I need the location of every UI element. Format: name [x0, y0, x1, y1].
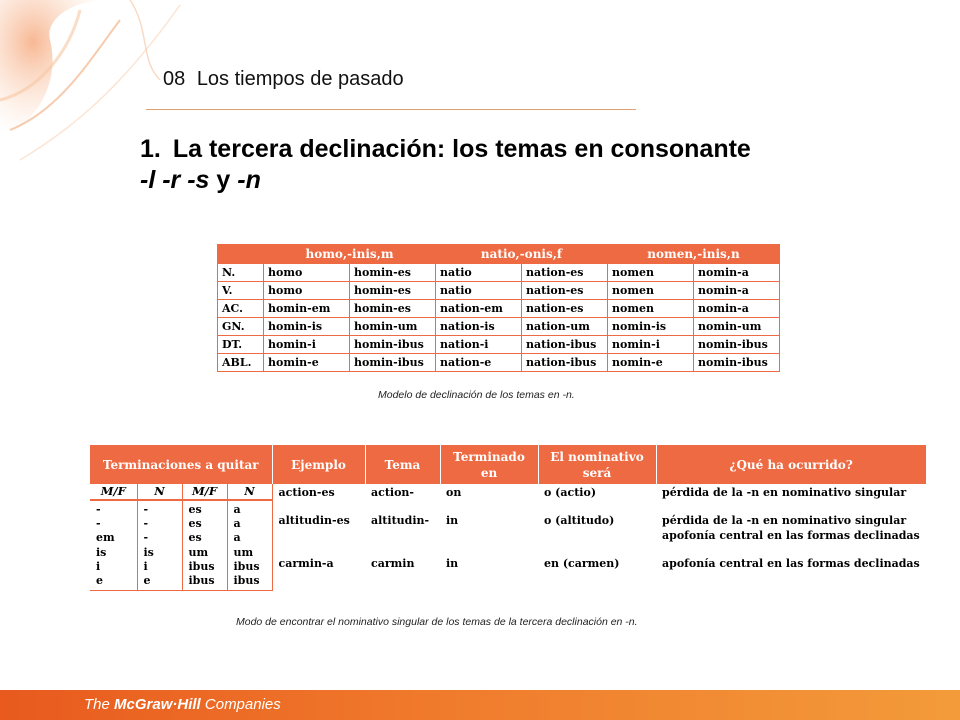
- nominativo-column: [538, 484, 656, 591]
- nominative-post: ): [609, 514, 615, 528]
- endings-column-mf-1: [90, 500, 137, 591]
- declension-table-caption: Modelo de declinación de los temas en -n.: [378, 389, 575, 401]
- ending-item: e: [96, 574, 103, 588]
- ending-item: es: [188, 531, 202, 545]
- declension-row: [218, 336, 780, 354]
- header-tema: Tema: [365, 445, 440, 484]
- case-label: ABL.: [218, 354, 264, 372]
- declension-cell: homin-es: [350, 282, 436, 300]
- declension-row: [218, 354, 780, 372]
- nominative-pre: o (altitud: [544, 514, 602, 528]
- declension-cell: homo: [264, 264, 350, 282]
- nominative-post: ): [614, 556, 620, 570]
- endings-column-mf-2: [182, 500, 227, 591]
- declension-cell: nation-i: [436, 336, 522, 354]
- declension-cell: homin-em: [264, 300, 350, 318]
- declension-cell: nomin-e: [608, 354, 694, 372]
- ending-item: ibus: [233, 559, 260, 573]
- declension-cell: nation-um: [522, 318, 608, 336]
- example-nominativo: [544, 486, 650, 514]
- declension-cell: homin-es: [350, 300, 436, 318]
- title-ending-n: -n: [237, 166, 261, 194]
- subheader-n-2: N: [227, 484, 272, 500]
- declension-cell: homin-e: [264, 354, 350, 372]
- subheader-mf-2: M/F: [182, 484, 227, 500]
- nominative-pre: en (carm: [544, 556, 600, 570]
- logo-the: The: [84, 696, 110, 713]
- declension-cell: homo: [264, 282, 350, 300]
- ending-item: a: [233, 503, 241, 516]
- declension-cell: nomin-a: [694, 264, 780, 282]
- declension-header-row: [218, 245, 780, 264]
- header-ejemplo: Ejemplo: [272, 445, 365, 484]
- declension-header-nomen: nomen,-inis,n: [608, 245, 780, 264]
- declension-cell: natio: [436, 282, 522, 300]
- section-title: [140, 134, 920, 196]
- declension-cell: nomen: [608, 300, 694, 318]
- ending-item: -: [143, 531, 149, 545]
- ocurrido-line: apofonía central en las formas declinadas: [662, 556, 920, 570]
- declension-row: [218, 318, 780, 336]
- declension-cell: nomin-um: [694, 318, 780, 336]
- example-ocurrido: [662, 486, 920, 514]
- declension-cell: nation-e: [436, 354, 522, 372]
- nominative-pre: o (acti: [544, 486, 584, 499]
- case-label: GN.: [218, 318, 264, 336]
- terminado-column: [440, 484, 538, 591]
- nominative-table: [90, 445, 926, 591]
- declension-cell: natio: [436, 264, 522, 282]
- ending-item: -: [96, 503, 101, 516]
- header-terminado: Terminado en: [440, 445, 538, 484]
- endings-column-n-1: [137, 500, 182, 591]
- declension-cell: nation-es: [522, 300, 608, 318]
- example-terminado: in: [446, 514, 459, 528]
- nominative-bold: o: [583, 486, 591, 499]
- nominative-table-caption: Modo de encontrar el nominativo singular de los temas de la tercera declinación en -n.: [236, 616, 638, 628]
- logo-mcgraw-hill: McGraw·Hill: [114, 696, 201, 713]
- example-ejemplo: altitudin-es: [278, 514, 350, 528]
- ending-item: -: [96, 517, 101, 531]
- ending-item: es: [188, 517, 202, 531]
- section-number: 1.: [140, 135, 161, 163]
- ending-item: is: [96, 545, 107, 559]
- ocurrido-column: [656, 484, 926, 591]
- ending-item: -: [143, 517, 149, 531]
- nominative-subheader-row: [90, 484, 926, 500]
- example-tema: action-: [371, 486, 414, 499]
- chapter-title: Los tiempos de pasado: [196, 68, 404, 90]
- declension-table: [217, 244, 780, 372]
- example-terminado: on: [446, 486, 462, 499]
- case-label: N.: [218, 264, 264, 282]
- declension-cell: nomin-ibus: [694, 354, 780, 372]
- ending-item: -: [143, 503, 149, 516]
- declension-cell: nation-ibus: [522, 336, 608, 354]
- ending-item: ibus: [188, 574, 215, 588]
- ending-item: a: [233, 531, 241, 545]
- case-label: V.: [218, 282, 264, 300]
- header-nominativo: El nominativo será: [538, 445, 656, 484]
- header-divider: [146, 109, 636, 110]
- ending-item: is: [143, 545, 154, 559]
- ending-item: a: [233, 517, 241, 531]
- declension-cell: nation-em: [436, 300, 522, 318]
- declension-cell: nomin-a: [694, 300, 780, 318]
- section-title-line1: La tercera declinación: los temas en consonante: [172, 135, 751, 163]
- ocurrido-line: pérdida de la -n en nominativo singular: [662, 486, 907, 499]
- subheader-mf-1: M/F: [90, 484, 137, 500]
- nominative-bold: en: [599, 556, 615, 570]
- title-conjunction: y: [216, 166, 231, 194]
- declension-cell: homin-um: [350, 318, 436, 336]
- case-label: AC.: [218, 300, 264, 318]
- example-nominativo: [544, 514, 650, 557]
- chapter-number: 08: [163, 68, 186, 90]
- declension-row: [218, 264, 780, 282]
- example-nominativo: [544, 557, 650, 585]
- declension-header-natio: natio,-onis,f: [436, 245, 608, 264]
- declension-cell: homin-ibus: [350, 354, 436, 372]
- header-ocurrido: ¿Qué ha ocurrido?: [656, 445, 926, 484]
- declension-cell: nomin-ibus: [694, 336, 780, 354]
- declension-cell: nation-es: [522, 282, 608, 300]
- example-tema: altitudin-: [371, 514, 430, 528]
- title-endings: -l -r -s: [140, 166, 210, 194]
- ejemplo-column: [272, 484, 365, 591]
- example-terminado: in: [446, 556, 459, 570]
- ending-item: ibus: [233, 574, 260, 588]
- declension-cell: nomin-i: [608, 336, 694, 354]
- declension-cell: nomen: [608, 282, 694, 300]
- nominative-header-row: [90, 445, 926, 484]
- header-terminaciones: Terminaciones a quitar: [90, 445, 272, 484]
- ending-item: ibus: [188, 559, 215, 573]
- example-ocurrido: [662, 514, 920, 557]
- nominative-post: ): [590, 486, 597, 499]
- declension-cell: homin-is: [264, 318, 350, 336]
- ending-item: em: [96, 531, 115, 545]
- subheader-n-1: N: [137, 484, 182, 500]
- chapter-heading: [163, 68, 404, 91]
- logo-companies: Companies: [204, 696, 281, 713]
- ending-item: um: [188, 545, 209, 559]
- nominative-bold: o: [601, 514, 610, 528]
- tema-column: [365, 484, 440, 591]
- declension-cell: homin-ibus: [350, 336, 436, 354]
- declension-cell: nation-es: [522, 264, 608, 282]
- example-ejemplo: carmin-a: [278, 556, 334, 570]
- declension-cell: homin-es: [350, 264, 436, 282]
- declension-header-homo: homo,-inis,m: [264, 245, 436, 264]
- ending-item: es: [188, 503, 202, 516]
- footer-bar: [0, 690, 960, 720]
- endings-column-n-2: [227, 500, 272, 591]
- ending-item: e: [143, 574, 151, 588]
- declension-cell: nation-is: [436, 318, 522, 336]
- section-title-line2: [140, 165, 920, 196]
- publisher-logo: [84, 696, 281, 713]
- declension-cell: nation-ibus: [522, 354, 608, 372]
- declension-header-empty: [218, 245, 264, 264]
- declension-cell: nomin-is: [608, 318, 694, 336]
- example-ocurrido: [662, 557, 920, 585]
- ocurrido-line: pérdida de la -n en nominativo singular: [662, 514, 907, 528]
- ending-item: i: [96, 559, 101, 573]
- declension-row: [218, 282, 780, 300]
- ending-item: i: [143, 559, 148, 573]
- example-ejemplo: action-es: [278, 486, 335, 499]
- declension-cell: nomen: [608, 264, 694, 282]
- declension-row: [218, 300, 780, 318]
- case-label: DT.: [218, 336, 264, 354]
- declension-cell: homin-i: [264, 336, 350, 354]
- ending-item: um: [233, 545, 254, 559]
- declension-cell: nomin-a: [694, 282, 780, 300]
- ocurrido-line: apofonía central en las formas declinadas: [662, 528, 920, 542]
- example-tema: carmin: [371, 556, 415, 570]
